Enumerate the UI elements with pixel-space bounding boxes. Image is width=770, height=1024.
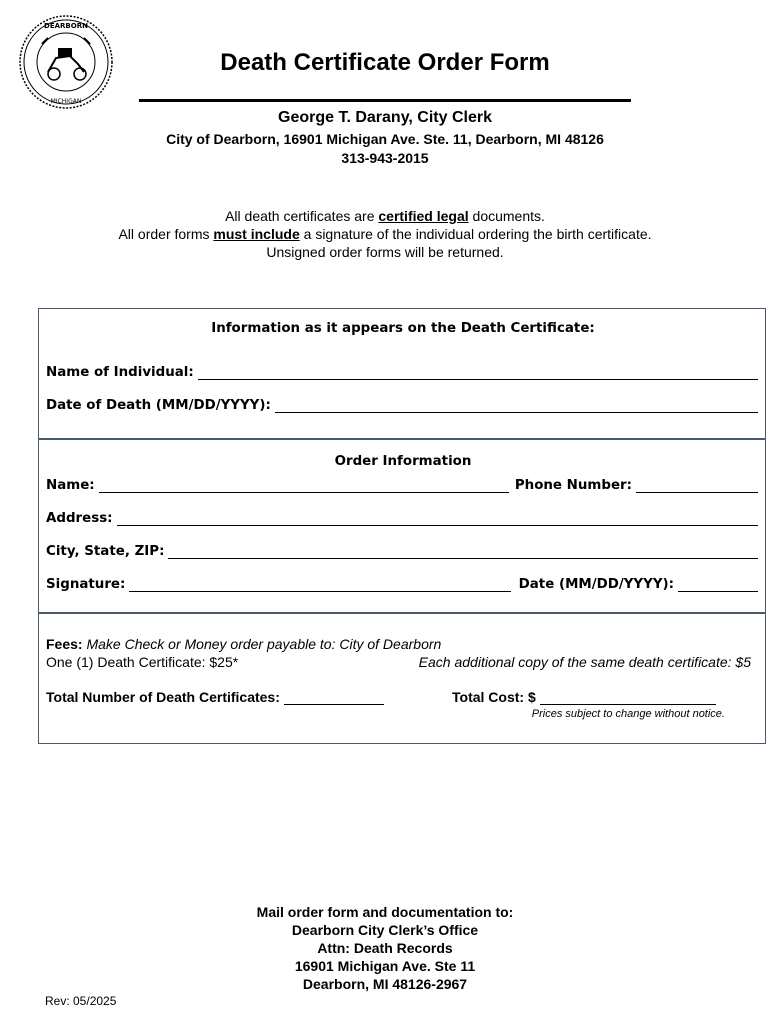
notice-text: All death certificates are certified legal documents. All order forms must include a signature of the individual ordering the birth certificate. Unsigned order forms will be returned. bbox=[118, 208, 652, 260]
mailing-instructions: Mail order form and documentation to: Dearborn City Clerk’s Office Attn: Death Records 16901 Michigan Ave. Ste 11 Dearborn, MI 48126-2967 bbox=[256, 904, 514, 992]
total-cost-field[interactable]: Total Cost: $ bbox=[452, 689, 716, 705]
orderer-name-field[interactable] bbox=[99, 480, 509, 493]
signature-date-row: Signature: Date (MM/DD/YYYY): bbox=[46, 577, 758, 592]
prices-note: Prices subject to change without notice. bbox=[531, 708, 725, 720]
death-certificate-info-section bbox=[38, 308, 766, 440]
svg-text:DEARBORN: DEARBORN bbox=[44, 22, 88, 30]
certified-legal-emphasis: certified legal bbox=[378, 208, 469, 224]
first-certificate-fee: One (1) Death Certificate: $25* bbox=[46, 654, 239, 670]
signature-field[interactable] bbox=[129, 579, 510, 592]
orderer-name-phone-row: Name: Phone Number: bbox=[46, 478, 758, 493]
revision-date: Rev: 05/2025 bbox=[45, 994, 117, 1008]
clerk-phone: 313-943-2015 bbox=[341, 150, 429, 166]
must-include-emphasis: must include bbox=[213, 226, 300, 242]
order-information-section bbox=[38, 438, 766, 614]
address-field[interactable]: Address: bbox=[46, 511, 758, 526]
date-of-death-field[interactable]: Date of Death (MM/DD/YYYY): bbox=[46, 398, 758, 413]
clerk-name: George T. Darany, City Clerk bbox=[278, 109, 492, 126]
section-heading: Information as it appears on the Death Certificate: bbox=[211, 321, 595, 336]
section-heading: Order Information bbox=[334, 454, 472, 469]
clerk-address: City of Dearborn, 16901 Michigan Ave. Ste. 11, Dearborn, MI 48126 bbox=[166, 131, 604, 147]
phone-number-field[interactable] bbox=[636, 480, 758, 493]
fees-section bbox=[38, 612, 766, 744]
city-state-zip-field[interactable]: City, State, ZIP: bbox=[46, 544, 758, 559]
name-of-individual-field[interactable]: Name of Individual: bbox=[46, 365, 758, 380]
fees-payable-line: Fees: Make Check or Money order payable to: City of Dearborn bbox=[46, 636, 442, 652]
total-number-field[interactable]: Total Number of Death Certificates: bbox=[46, 689, 384, 705]
signature-date-field[interactable] bbox=[678, 579, 758, 592]
svg-text:MICHIGAN: MICHIGAN bbox=[50, 98, 82, 105]
title-underline bbox=[139, 99, 631, 102]
additional-copy-fee: Each additional copy of the same death certificate: $5 bbox=[418, 654, 751, 670]
form-title: Death Certificate Order Form bbox=[220, 49, 550, 76]
